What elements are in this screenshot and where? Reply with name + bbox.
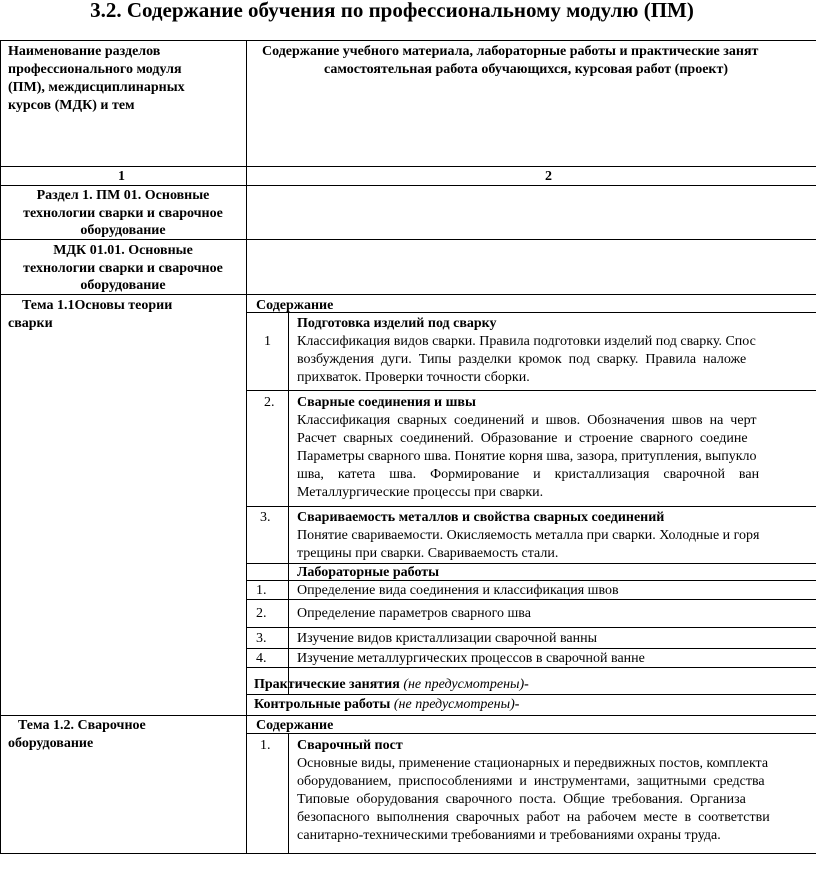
topic2-content-label: Содержание xyxy=(256,718,334,733)
lab-number: 1. xyxy=(256,583,267,598)
mdk-title-line: МДК 01.01. Основные xyxy=(53,243,193,258)
header-col1-line: Наименование разделов xyxy=(8,44,161,59)
lab-text: Изучение металлургических процессов в сварочной ванне xyxy=(297,651,645,666)
item-text-line: Классификация видов сварки. Правила подготовки изделий под сварку. Спос xyxy=(297,334,756,349)
item-heading: Свариваемость металлов и свойства сварных соединений xyxy=(297,510,665,525)
item-heading: Сварные соединения и швы xyxy=(297,395,476,410)
table-border-top xyxy=(0,40,816,41)
item-text-line: шва, катета шва. Формирование и кристаллизация сварочной ван xyxy=(297,467,760,482)
lab-number: 4. xyxy=(256,651,267,666)
practical-label: Практические занятия xyxy=(254,677,400,692)
item-text-line: безопасного выполнения сварочных работ на рабочем месте в соответстви xyxy=(297,810,770,825)
header-col1-line: (ПМ), междисциплинарных xyxy=(8,80,185,95)
item-number: 1. xyxy=(260,738,271,753)
header-col1-line: курсов (МДК) и тем xyxy=(8,98,135,113)
control-dash: - xyxy=(514,697,520,712)
header-col2-line: Содержание учебного материала, лабораторные работы и практические занят xyxy=(262,44,759,59)
table-rule xyxy=(246,390,816,391)
control-note: (не предусмотрены) xyxy=(393,697,515,712)
item-text-line: санитарно-техническими требованиями и требованиями охраны труда. xyxy=(297,828,721,843)
column-number-1: 1 xyxy=(118,169,125,184)
item-heading: Сварочный пост xyxy=(297,738,403,753)
item-number: 1 xyxy=(264,334,271,349)
section-title-line: технологии сварки и сварочное xyxy=(23,206,223,221)
item-text-line: Понятие свариваемости. Окисляемость металла при сварки. Холодные и горя xyxy=(297,528,760,543)
lab-number: 3. xyxy=(256,631,267,646)
table-rule xyxy=(0,166,816,167)
section-title-line: Раздел 1. ПМ 01. Основные xyxy=(36,188,210,203)
table-number-divider xyxy=(288,312,289,694)
table-border-left xyxy=(0,40,1,854)
lab-text: Определение вида соединения и классификация швов xyxy=(297,583,619,598)
item-text-line: Типовые оборудования сварочного поста. Общие требования. Организа xyxy=(297,792,746,807)
practical-row xyxy=(254,676,529,694)
topic2-title-line: Тема 1.2. Сварочное xyxy=(18,718,146,733)
lab-label: Лабораторные работы xyxy=(297,565,440,580)
item-text-line: Металлургические процессы при сварки. xyxy=(297,485,544,500)
header-col2-line: самостоятельная работа обучающихся, курсовая работ (проект) xyxy=(324,62,729,77)
topic1-title-line: Тема 1.1Основы теории xyxy=(22,298,173,313)
table-rule xyxy=(246,506,816,507)
item-text-line: возбуждения дуги. Типы разделки кромок под сварку. Правила наложе xyxy=(297,352,747,367)
practical-dash: - xyxy=(524,677,529,692)
practical-note: (не предусмотрены) xyxy=(403,677,525,692)
topic1-content-label: Содержание xyxy=(256,298,334,313)
page-title: 3.2. Содержание обучения по профессиональному модулю (ПМ) xyxy=(90,0,694,22)
item-number: 2. xyxy=(264,395,275,410)
item-text-line: Расчет сварных соединений. Образование и строение сварного соедине xyxy=(297,431,748,446)
item-text-line: Параметры сварного шва. Понятие корня шва, зазора, притупления, выпукло xyxy=(297,449,757,464)
table-column-divider xyxy=(246,40,247,854)
item-text-line: оборудованием, приспособлениями и инструментами, защитными средства xyxy=(297,774,765,789)
header-col1-line: профессионального модуля xyxy=(8,62,182,77)
lab-text: Определение параметров сварного шва xyxy=(297,606,531,621)
table-rule xyxy=(246,648,816,649)
table-border-bottom xyxy=(0,853,816,854)
table-rule xyxy=(246,627,816,628)
topic2-title-line: оборудование xyxy=(8,736,94,751)
control-row xyxy=(254,696,519,714)
item-text-line: прихваток. Проверки точности сборки. xyxy=(297,370,530,385)
topic1-title-line: сварки xyxy=(8,316,53,331)
mdk-title-line: технологии сварки и сварочное xyxy=(23,261,223,276)
table-rule xyxy=(0,715,816,716)
item-text-line: трещины при сварки. Свариваемость стали. xyxy=(297,546,559,561)
table-rule xyxy=(246,694,816,695)
column-number-2: 2 xyxy=(545,169,552,184)
control-label: Контрольные работы xyxy=(254,697,391,712)
item-number: 3. xyxy=(260,510,271,525)
item-text-line: Классификация сварных соединений и швов. Обозначения швов на черт xyxy=(297,413,757,428)
item-text-line: Основные виды, применение стационарных и передвижных постов, комплекта xyxy=(297,756,769,771)
lab-number: 2. xyxy=(256,606,267,621)
mdk-title-line: оборудование xyxy=(80,278,166,293)
table-number-divider xyxy=(288,733,289,854)
item-heading: Подготовка изделий под сварку xyxy=(297,316,497,331)
lab-text: Изучение видов кристаллизации сварочной ванны xyxy=(297,631,598,646)
section-title-line: оборудование xyxy=(80,223,166,238)
